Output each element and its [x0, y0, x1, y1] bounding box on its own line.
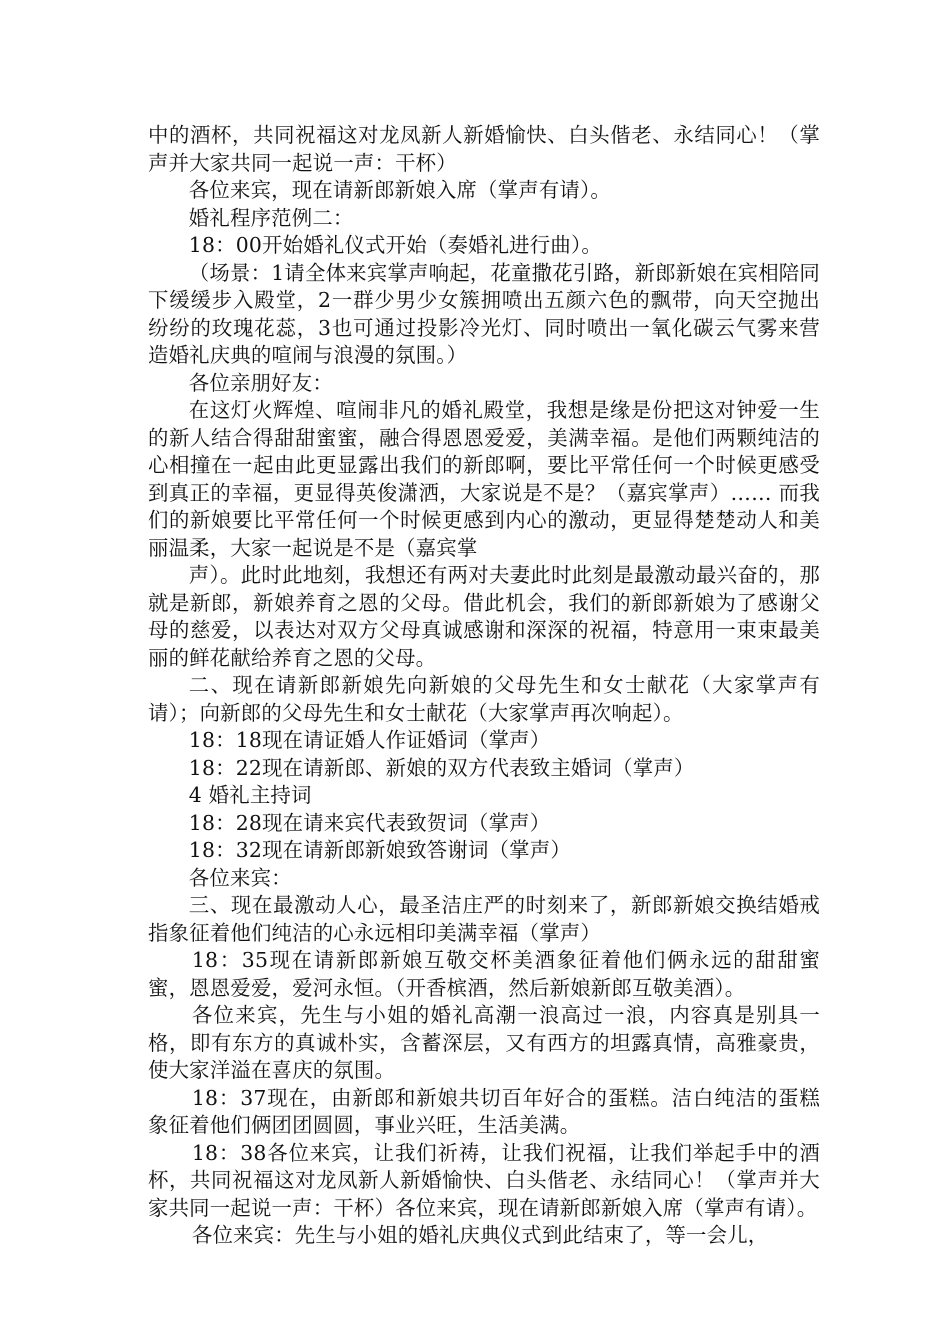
paragraph: 中的酒杯，共同祝福这对龙凤新人新婚愉快、白头偕老、永结同心！（掌声并大家共同一起说一声：干杯）	[148, 123, 820, 175]
paragraph: 各位来宾，先生与小姐的婚礼高潮一浪高过一浪，内容真是别具一格，即有东方的真诚朴实，含蓄深层，又有西方的坦露真情，高雅豪贵，使大家洋溢在喜庆的氛围。	[148, 1003, 820, 1082]
paragraph: 18：37现在，由新郎和新娘共切百年好合的蛋糕。洁白纯洁的蛋糕象征着他们俩团团圆圆，事业兴旺，生活美满。	[148, 1085, 820, 1137]
paragraph: 18：35现在请新郎新娘互敬交杯美酒象征着他们俩永远的甜甜蜜蜜，恩恩爱爱，爱河永恒。（开香槟酒，然后新娘新郎互敬美酒）。	[148, 948, 820, 1000]
document-body	[148, 122, 820, 1250]
paragraph: 各位来宾，现在请新郎新娘入席（掌声有请）。	[188, 178, 611, 202]
paragraph: 在这灯火辉煌、喧闹非凡的婚礼殿堂，我想是缘是份把这对钟爱一生的新人结合得甜甜蜜蜜，融合得恩恩爱爱，美满幸福。是他们两颗纯洁的心相撞在一起由此更显露出我们的新郎啊，要比平常任何一个时候更感受到真正的幸福，更显得英俊潇洒，大家说是不是？（嘉宾掌声）…… 而我们的新娘要比平常任何一个时候更感到内心的激动，更显得楚楚动人和美丽温柔，大家一起说是不是（嘉宾掌	[148, 398, 820, 560]
paragraph: 各位亲朋好友：	[188, 370, 333, 395]
paragraph: 18：22现在请新郎、新娘的双方代表致主婚词（掌声）	[188, 755, 695, 780]
paragraph: （场景：1请全体来宾掌声响起，花童撒花引路，新郎新娘在宾相陪同下缓缓步入殿堂，2一群少男少女簇拥喷出五颜六色的飘带，向天空抛出纷纷的玫瑰花蕊，3也可通过投影冷光灯、同时喷出一氧化碳云气雾来营造婚礼庆典的喧闹与浪漫的氛围。）	[148, 260, 820, 367]
paragraph: 4 婚礼主持词	[188, 783, 312, 807]
paragraph: 18：28现在请来宾代表致贺词（掌声）	[188, 810, 551, 835]
paragraph: 各位来宾：先生与小姐的婚礼庆典仪式到此结束了，等一会儿，	[191, 1223, 769, 1247]
paragraph: 声）。此时此地刻，我想还有两对夫妻此时此刻是最激动最兴奋的，那就是新郎，新娘养育之恩的父母。借此机会，我们的新郎新娘为了感谢父母的慈爱，以表达对双方父母真诚感谢和深深的祝福，特意用一束束最美丽的鲜花献给养育之恩的父母。	[148, 563, 820, 670]
paragraph: 各位来宾：	[188, 865, 292, 890]
paragraph: 婚礼程序范例二：	[188, 205, 354, 230]
paragraph: 18：32现在请新郎新娘致答谢词（掌声）	[188, 838, 571, 862]
paragraph: 18：18现在请证婚人作证婚词（掌声）	[188, 728, 551, 752]
paragraph: 18：38各位来宾，让我们祈祷，让我们祝福，让我们举起手中的酒杯，共同祝福这对龙凤新人新婚愉快、白头偕老、永结同心！（掌声并大家共同一起说一声：干杯）各位来宾，现在请新郎新娘入席（掌声有请）。	[148, 1140, 820, 1220]
paragraph: 二、现在请新郎新娘先向新娘的父母先生和女士献花（大家掌声有请）；向新郎的父母先生和女士献花（大家掌声再次响起）。	[148, 673, 820, 725]
paragraph: 18：00开始婚礼仪式开始（奏婚礼进行曲）。	[188, 233, 602, 257]
paragraph: 三、现在最激动人心，最圣洁庄严的时刻来了，新郎新娘交换结婚戒指象征着他们纯洁的心永远相印美满幸福（掌声）	[148, 893, 820, 945]
